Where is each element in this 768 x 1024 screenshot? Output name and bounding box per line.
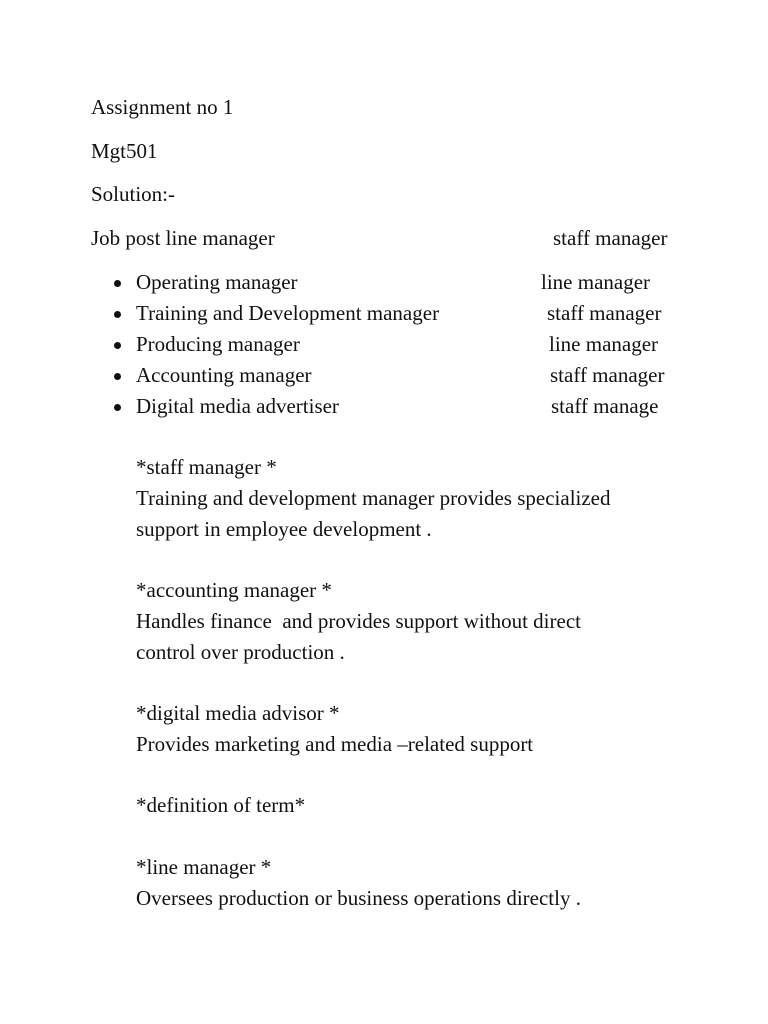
accounting-manager-text-1: Handles finance and provides support without direct [136, 609, 581, 633]
staff-manager-text-2: support in employee development . [136, 517, 432, 541]
table-left-heading: Job post line manager [91, 226, 275, 250]
manager-type: line manager [549, 332, 659, 356]
job-title: Operating manager [136, 270, 298, 294]
bullet-icon [114, 373, 121, 380]
job-title: Producing manager [136, 332, 300, 356]
manager-type: staff manager [547, 301, 662, 325]
table-right-heading: staff manager [553, 226, 668, 250]
definition-heading: *definition of term* [136, 793, 306, 817]
manager-type: staff manager [550, 363, 665, 387]
accounting-manager-text-2: control over production . [136, 640, 345, 664]
assignment-title: Assignment no 1 [91, 95, 234, 119]
course-code: Mgt501 [91, 139, 158, 163]
job-title: Digital media advertiser [136, 394, 339, 418]
digital-media-text: Provides marketing and media –related support [136, 732, 534, 756]
manager-type: line manager [541, 270, 651, 294]
bullet-icon [114, 280, 121, 287]
solution-label: Solution:- [91, 182, 176, 206]
line-manager-heading: *line manager * [136, 855, 272, 879]
staff-manager-text-1: Training and development manager provides specialized [136, 486, 611, 510]
job-title: Accounting manager [136, 363, 312, 387]
line-manager-text: Oversees production or business operations directly . [136, 886, 581, 910]
bullet-icon [114, 404, 121, 411]
bullet-icon [114, 311, 121, 318]
bullet-icon [114, 342, 121, 349]
job-title: Training and Development manager [136, 301, 440, 325]
digital-media-heading: *digital media advisor * [136, 701, 340, 725]
accounting-manager-heading: *accounting manager * [136, 578, 332, 602]
manager-type: staff manage [551, 394, 659, 418]
staff-manager-heading: *staff manager * [136, 455, 277, 479]
